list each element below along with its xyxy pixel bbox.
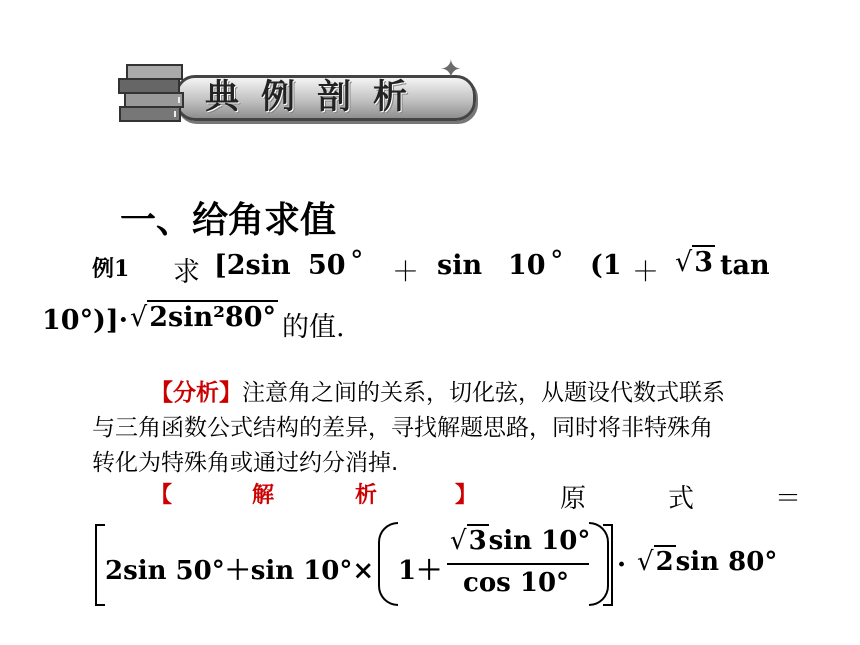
solution-tag-word: 析	[355, 482, 378, 508]
problem-line2-suffix: 的值.	[282, 312, 345, 343]
problem-part: ＋	[632, 257, 659, 288]
left-bracket	[95, 524, 105, 606]
tail-sqrt: √2sin 80°	[637, 547, 778, 577]
fraction-line	[447, 563, 589, 565]
analysis-line-3: 转化为特殊角或通过约分消掉.	[92, 450, 399, 476]
problem-part: 50	[308, 250, 346, 281]
solution-expression	[95, 520, 795, 610]
banner-title: 典例剖析	[205, 77, 429, 117]
section-banner	[105, 55, 475, 135]
problem-part: °	[550, 246, 564, 277]
solution-tag-open: 【	[150, 482, 173, 508]
problem-word: 求	[173, 257, 200, 288]
problem-part: °	[350, 246, 364, 277]
problem-part: (1	[590, 250, 622, 281]
problem-part: ＋	[392, 257, 419, 288]
solution-tag-word: 解	[252, 482, 275, 508]
analysis-tag: 【分析】	[150, 380, 242, 406]
analysis-line-2: 与三角函数公式结构的差异，寻找解题思路，同时将非特殊角	[92, 415, 713, 441]
star-icon: ✦	[440, 55, 462, 85]
solution-word: 式	[668, 484, 695, 514]
solution-tag-close: 】	[455, 482, 478, 508]
expr-one-plus: 1＋	[398, 556, 443, 586]
fraction-denominator: cos 10°	[463, 568, 570, 598]
right-bracket	[603, 524, 613, 606]
books-icon	[115, 59, 200, 129]
sqrt-radicand: √2sin²80°	[130, 302, 276, 333]
section-heading: 一、给角求值	[120, 200, 337, 241]
problem-part: [2sin	[214, 250, 291, 281]
left-paren	[378, 522, 398, 606]
sqrt-3: √3	[675, 247, 714, 278]
problem-part: sin	[437, 250, 483, 281]
problem-part: 10	[508, 250, 546, 281]
analysis-line-1: 【分析】注意角之间的关系，切化弦，从题设代数式联系	[150, 380, 725, 406]
fraction-numerator: √3sin 10°	[450, 526, 591, 556]
problem-label: 例1	[92, 256, 130, 282]
solution-word: 原	[560, 484, 587, 514]
problem-part: tan	[720, 250, 770, 281]
multiply-dot: ·	[617, 550, 627, 580]
expr-part: 2sin 50°＋sin 10°×	[105, 556, 375, 586]
equals-sign: ＝	[775, 484, 802, 514]
problem-line2-prefix: 10°)]·	[42, 305, 129, 336]
